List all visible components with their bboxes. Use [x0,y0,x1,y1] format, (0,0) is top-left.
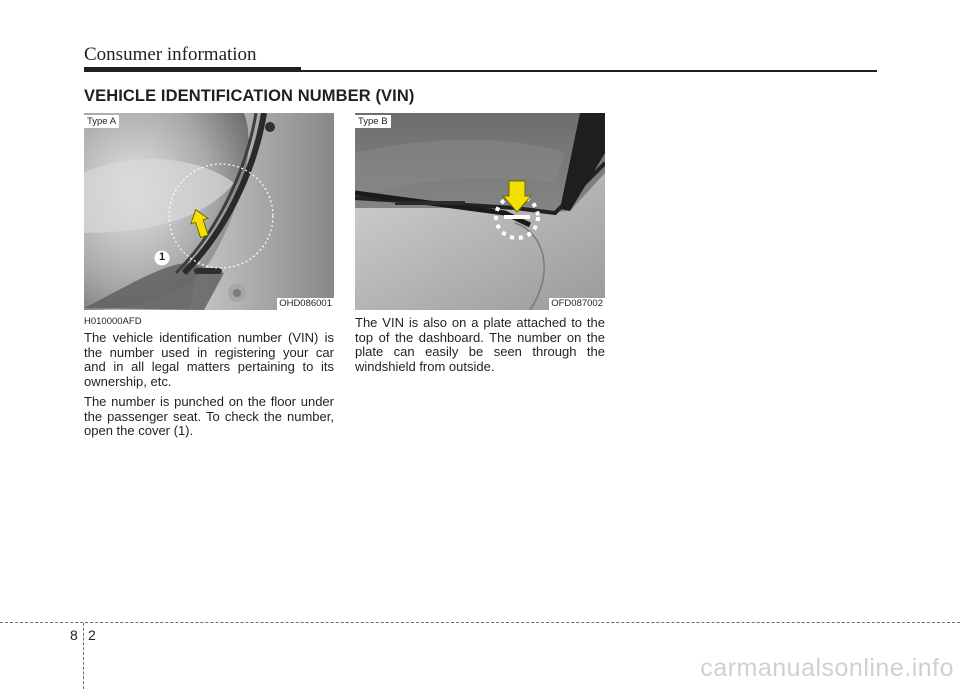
figure-code: OHD086001 [279,298,332,309]
figure-type-a [84,113,334,310]
page-number: 2 [88,627,96,643]
chapter-number: 8 [70,627,78,643]
footer-vertical-divider [83,623,84,689]
figure-type-label: Type A [84,115,119,128]
vin-description-paragraph: The vehicle identification number (VIN) is the number used in registering your car and in all legal matters pertaining to its ownership, etc. [84,330,334,389]
header-rule-thin [301,70,877,72]
section-title: VEHICLE IDENTIFICATION NUMBER (VIN) [84,87,415,105]
windshield-illustration [355,113,605,310]
figure-type-label: Type B [355,115,391,128]
figure-code: OFD087002 [551,298,603,309]
seat-floor-illustration [84,113,334,310]
callout-number: 1 [158,251,166,263]
footer-divider [0,622,960,623]
vin-plate-paragraph: The VIN is also on a plate attached to the top of the dashboard. The number on the plate can easily be seen through the windshield from outside. [355,315,605,374]
vin-location-paragraph: The number is punched on the floor under the passenger seat. To check the number, open the cover (1). [84,394,334,439]
header-rule-thick [84,67,301,72]
figure-type-b [355,113,605,310]
header-title: Consumer information [84,44,257,65]
watermark: carmanualsonline.info [700,654,954,682]
reference-code: H010000AFD [84,316,142,327]
